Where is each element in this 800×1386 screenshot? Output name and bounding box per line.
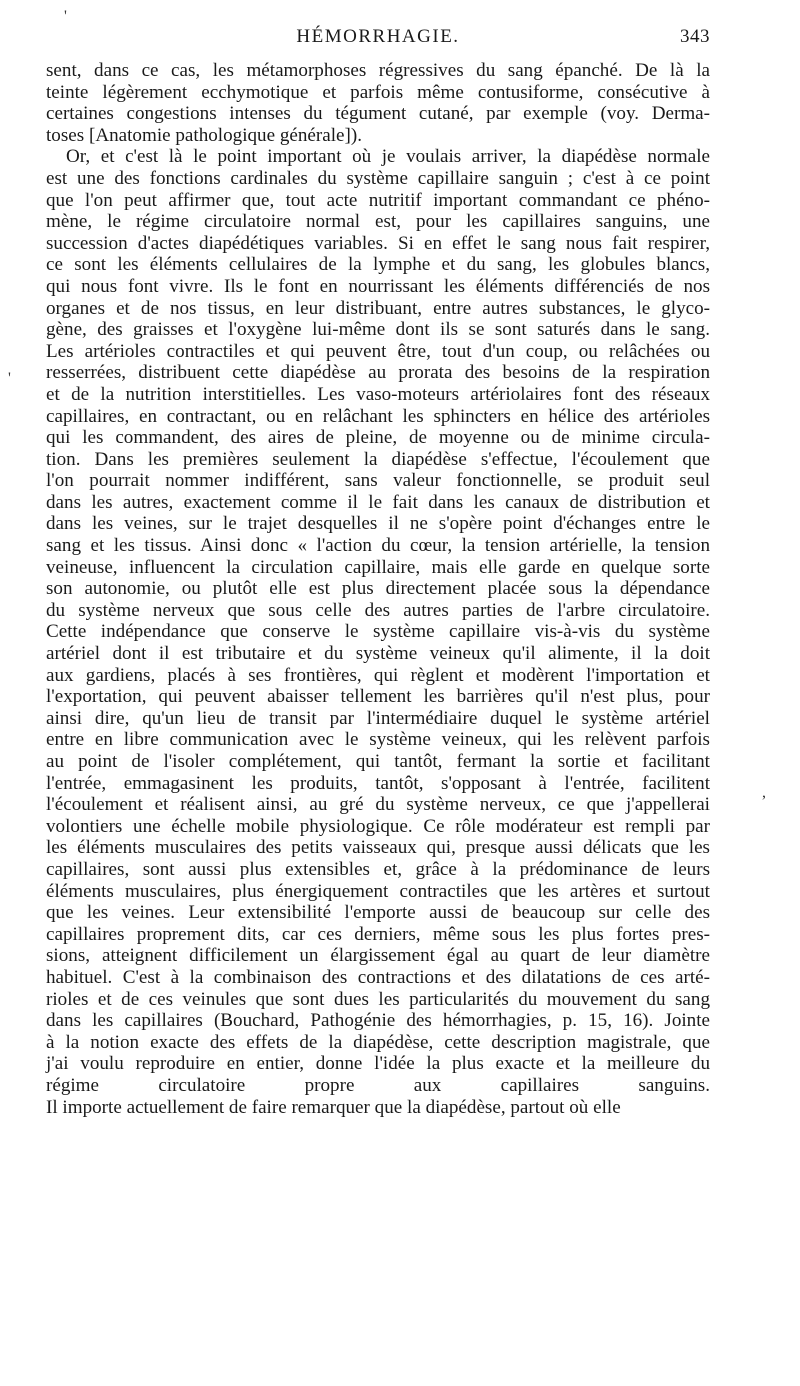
page-number: 343 <box>680 26 710 47</box>
text-line: mène, le régime circulatoire normal est, pour les capillaires sanguins, une <box>46 211 710 233</box>
text-line: habituel. C'est à la combinaison des contractions et des dilatations de ces arté- <box>46 966 710 988</box>
text-line: gène, des graisses et l'oxygène lui-même dont ils se sont saturés dans le sang. <box>46 319 710 341</box>
text-line: que les veines. Leur extensibilité l'emporte aussi de beaucoup sur celle des <box>46 902 710 924</box>
text-line: ce sont les éléments cellulaires de la lymphe et du sang, les globules blancs, <box>46 254 710 276</box>
text-line: Or, et c'est là le point important où je voulais arriver, la diapédèse normale <box>66 146 710 168</box>
text-line: du système nerveux que sous celle des autres parties de l'arbre circulatoire. <box>46 599 710 621</box>
text-line: succession d'actes diapédétiques variables. Si en effet le sang nous fait respirer, <box>46 232 710 254</box>
text-line: Cette indépendance que conserve le système capillaire vis-à-vis du système <box>46 621 710 643</box>
text-line: toses [Anatomie pathologique générale]). <box>46 124 362 146</box>
text-line: régime circulatoire propre aux capillaires sanguins. <box>46 1074 710 1096</box>
text-line: que l'on peut affirmer que, tout acte nutritif important commandant ce phéno- <box>46 189 710 211</box>
text-line: artériel dont il est tributaire et du système veineux qu'il alimente, il la doit <box>46 643 710 665</box>
text-line: sent, dans ce cas, les métamorphoses régressives du sang épanché. De là la <box>46 60 710 81</box>
text-line: sang et les tissus. Ainsi donc « l'action du cœur, la tension artérielle, la tension <box>46 535 710 557</box>
text-line: dans les capillaires (Bouchard, Pathogénie des hémorrhagies, p. 15, 16). Jointe <box>46 1010 710 1032</box>
text-line: rioles et de ces veinules que sont dues les particularités du mouvement du sang <box>46 988 710 1010</box>
text-line: certaines congestions intenses du tégument cutané, par exemple (voy. Derma- <box>46 103 710 125</box>
text-line: éléments musculaires, plus énergiquement contractiles que les artères et surtout <box>46 880 710 902</box>
text-line: est une des fonctions cardinales du système capillaire sanguin ; c'est à ce point <box>46 167 710 189</box>
text-line: capillaires, sont aussi plus extensibles et, grâce à la prédominance de leurs <box>46 858 710 880</box>
text-line: l'écoulement et réalisent ainsi, au gré du système nerveux, ce que j'appellerai <box>46 794 710 816</box>
text-line: Les artérioles contractiles et qui peuvent être, tout d'un coup, ou relâchées ou <box>46 340 710 362</box>
text-line: dans les autres, exactement comme il le fait dans les canaux de distribution et <box>46 491 710 513</box>
text-line: l'exportation, qui peuvent abaisser tellement les barrières qu'il n'est plus, pour <box>46 686 710 708</box>
text-line: l'entrée, emmagasinent les produits, tantôt, s'opposant à l'entrée, facilitent <box>46 772 710 794</box>
text-line: resserrées, distribuent cette diapédèse au prorata des besoins de la respiration <box>46 362 710 384</box>
text-line: organes et de nos tissus, en leur distribuant, entre autres substances, le glyco- <box>46 297 710 319</box>
margin-mark: ' <box>8 370 11 387</box>
margin-mark: ' <box>64 8 67 25</box>
text-line: sions, atteignent difficilement un élargissement égal au quart de leur diamètre <box>46 945 710 967</box>
margin-mark: , <box>762 784 766 801</box>
text-line: les éléments musculaires des petits vaisseaux qui, presque aussi délicats que les <box>46 837 710 859</box>
text-line: veineuse, influencent la circulation capillaire, mais elle garde en quelque sorte <box>46 556 710 578</box>
text-line: teinte légèrement ecchymotique et parfois même contusiforme, consécutive à <box>46 81 710 103</box>
text-line: dans les veines, sur le trajet desquelles il ne s'opère point d'échanges entre le <box>46 513 710 535</box>
text-line: capillaires, en contractant, ou en relâchant les sphincters en hélice des artérioles <box>46 405 710 427</box>
text-line: son autonomie, ou plutôt elle est plus directement placée sous la dépendance <box>46 578 710 600</box>
text-line: capillaires proprement dits, car ces derniers, même sous les plus fortes pres- <box>46 923 710 945</box>
text-line: et de la nutrition interstitielles. Les vaso-moteurs artériolaires font des réseaux <box>46 383 710 405</box>
text-line: j'ai voulu reproduire en entier, donne l'idée la plus exacte et la meilleure du <box>46 1053 710 1075</box>
text-line: entre en libre communication avec le système veineux, qui les relèvent parfois <box>46 729 710 751</box>
running-title: HÉMORRHAGIE. <box>296 26 460 47</box>
text-line: ainsi dire, qu'un lieu de transit par l'intermédiaire duquel le système artériel <box>46 707 710 729</box>
text-line: tion. Dans les premières seulement la diapédèse s'effectue, l'écoulement que <box>46 448 710 470</box>
page-header <box>46 26 710 50</box>
text-line: au point de l'isoler complétement, qui tantôt, fermant la sortie et facilitant <box>46 751 710 772</box>
text-line: à la notion exacte des effets de la diapédèse, cette description magistrale, que <box>46 1031 710 1053</box>
text-line: aux gardiens, placés à ses frontières, qui règlent et modèrent l'importation et <box>46 664 710 686</box>
body-text <box>46 60 710 1118</box>
text-line: qui nous font vivre. Ils le font en nourrissant les éléments différenciés de nos <box>46 275 710 297</box>
text-line: volontiers une échelle mobile physiologique. Ce rôle modérateur est rempli par <box>46 815 710 837</box>
text-line: l'on pourrait nommer indifférent, sans valeur fonctionnelle, se produit seul <box>46 470 710 492</box>
text-line: Il importe actuellement de faire remarquer que la diapédèse, partout où elle <box>46 1096 621 1118</box>
text-line: qui les commandent, des aires de pleine, de moyenne ou de minime circula- <box>46 427 710 449</box>
